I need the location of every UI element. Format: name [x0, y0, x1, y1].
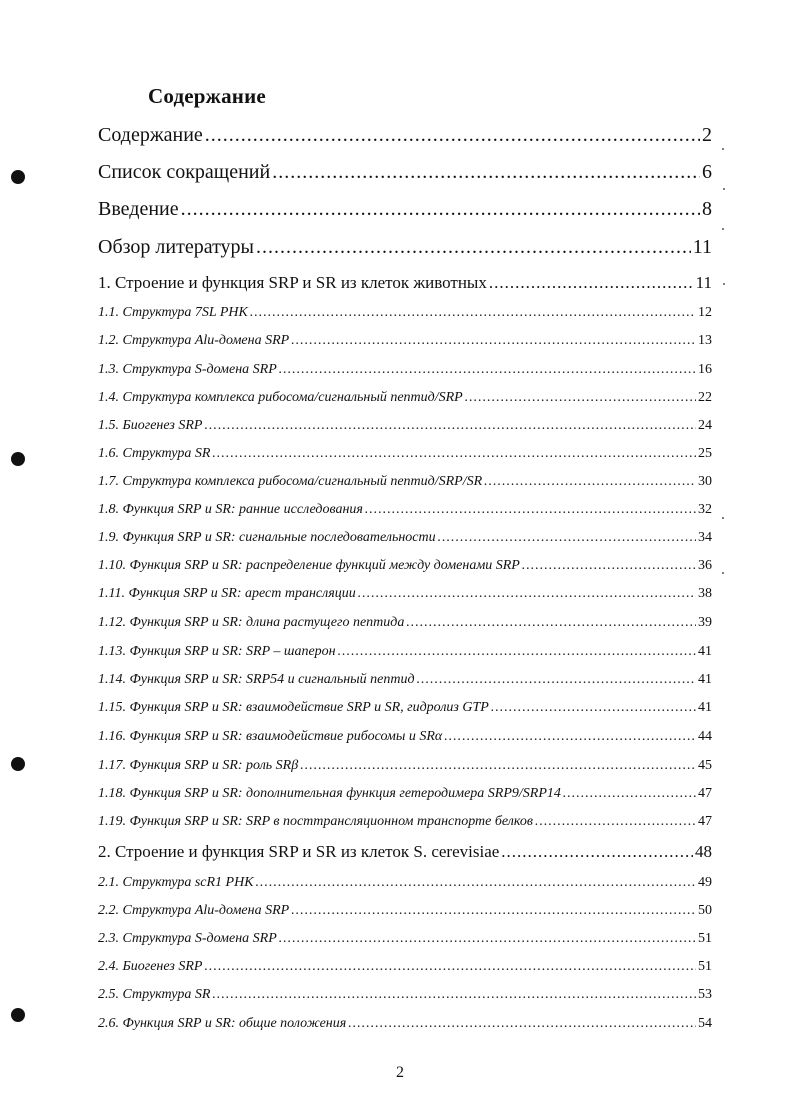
- punch-hole-icon: [11, 452, 25, 466]
- leader-dots: [212, 987, 696, 1003]
- toc-entry-page: 41: [698, 672, 712, 687]
- scan-speck: [722, 148, 724, 150]
- toc-entry-page: 13: [698, 333, 712, 348]
- toc-entry-label: 2.6. Функция SRP и SR: общие положения: [98, 1016, 347, 1031]
- toc-entry-label: 1.18. Функция SRP и SR: дополнительная функция гетеродимера SRP9/SRP14: [98, 786, 561, 801]
- toc-entry[interactable]: [98, 729, 712, 745]
- toc-entry-label: 1.17. Функция SRP и SR: роль SRβ: [98, 758, 299, 773]
- leader-dots: [212, 446, 696, 462]
- toc-entry-label: 1.5. Биогенез SRP: [98, 418, 203, 433]
- scan-speck: [722, 572, 724, 574]
- toc-entry-page: 38: [698, 586, 712, 601]
- toc-entry[interactable]: [98, 903, 712, 919]
- toc-entry-label: 1.6. Структура SR: [98, 446, 211, 461]
- toc-entry-label: 1.3. Структура S-домена SRP: [98, 362, 277, 377]
- toc-entry[interactable]: [98, 558, 712, 574]
- toc-entry[interactable]: [98, 362, 712, 378]
- toc-entry-label: 1.13. Функция SRP и SR: SRP – шаперон: [98, 644, 336, 659]
- toc-entry-label: 1.10. Функция SRP и SR: распределение функций между доменами SRP: [98, 558, 520, 573]
- toc-entry-page: 44: [698, 729, 712, 744]
- toc-entry-label: 1.16. Функция SRP и SR: взаимодействие рибосомы и SRα: [98, 729, 443, 744]
- toc-entry-page: 39: [698, 615, 712, 630]
- toc-entry-label: 2.2. Структура Alu-домена SRP: [98, 903, 290, 918]
- toc-entry-page: 49: [698, 875, 712, 890]
- toc-entry-page: 16: [698, 362, 712, 377]
- leader-dots: [358, 586, 696, 602]
- toc-entry-label: 1.1. Структура 7SL РНК: [98, 305, 248, 320]
- toc-entry-page: 24: [698, 418, 712, 433]
- toc-entry-page: 54: [698, 1016, 712, 1031]
- leader-dots: [291, 903, 696, 919]
- leader-dots: [348, 1016, 696, 1032]
- toc-entry[interactable]: [98, 1016, 712, 1032]
- toc-entry[interactable]: [98, 390, 712, 406]
- toc-entry[interactable]: [98, 644, 712, 660]
- toc-entry-page: 51: [698, 931, 712, 946]
- leader-dots: [181, 198, 700, 221]
- leader-dots: [279, 931, 696, 947]
- toc-entry[interactable]: [98, 446, 712, 462]
- page-number: 2: [396, 1064, 404, 1081]
- leader-dots: [465, 390, 696, 406]
- leader-dots: [250, 305, 696, 321]
- toc-entry[interactable]: [98, 875, 712, 891]
- toc-entry-page: 34: [698, 530, 712, 545]
- leader-dots: [204, 418, 696, 434]
- toc-entry-label: 1.15. Функция SRP и SR: взаимодействие SRP и SR, гидролиз GTP: [98, 700, 489, 715]
- toc-entry[interactable]: [98, 987, 712, 1003]
- toc-entry-page: 41: [698, 700, 712, 715]
- toc-entry-label: Содержание: [98, 124, 203, 146]
- leader-dots: [484, 474, 696, 490]
- toc-entry-page: 30: [698, 474, 712, 489]
- toc-entry[interactable]: [98, 758, 712, 774]
- toc-entry[interactable]: [98, 273, 712, 293]
- leader-dots: [438, 530, 696, 546]
- toc-entry-page: 47: [698, 814, 712, 829]
- scan-speck: [723, 188, 725, 190]
- toc-entry[interactable]: [98, 931, 712, 947]
- leader-dots: [444, 729, 696, 745]
- toc-entry-label: 1.2. Структура Alu-домена SRP: [98, 333, 290, 348]
- scan-speck: [723, 283, 725, 285]
- toc-entry-page: 11: [695, 273, 712, 292]
- toc-entry-page: 32: [698, 502, 712, 517]
- toc-entry-page: 2: [702, 124, 712, 146]
- toc-entry-label: 1.12. Функция SRP и SR: длина растущего пептида: [98, 615, 405, 630]
- leader-dots: [535, 814, 696, 830]
- toc-entry-label: Обзор литературы: [98, 236, 254, 258]
- toc-entry-label: 1.4. Структура комплекса рибосома/сигнальный пептид/SRP: [98, 390, 463, 405]
- toc-entry-label: 1.7. Структура комплекса рибосома/сигнальный пептид/SRP/SR: [98, 474, 483, 489]
- toc-entry-page: 6: [702, 161, 712, 183]
- punch-hole-icon: [11, 170, 25, 184]
- toc-entry[interactable]: [98, 333, 712, 349]
- leader-dots: [291, 333, 696, 349]
- leader-dots: [279, 362, 696, 378]
- toc-entry[interactable]: [98, 586, 712, 602]
- toc-entry-label: 2.3. Структура S-домена SRP: [98, 931, 277, 946]
- leader-dots: [256, 236, 691, 259]
- toc-entry[interactable]: [98, 672, 712, 688]
- leader-dots: [501, 842, 693, 862]
- leader-dots: [205, 124, 700, 147]
- toc-entry-label: 2.5. Структура SR: [98, 987, 211, 1002]
- toc-entry[interactable]: [98, 198, 712, 221]
- toc-entry[interactable]: [98, 124, 712, 147]
- toc-entry[interactable]: [98, 959, 712, 975]
- toc-entry-label: 1.14. Функция SRP и SR: SRP54 и сигнальный пептид: [98, 672, 415, 687]
- toc-entry-page: 47: [698, 786, 712, 801]
- toc-entry-page: 8: [702, 198, 712, 220]
- leader-dots: [491, 700, 696, 716]
- toc-entry-page: 36: [698, 558, 712, 573]
- toc-entry-label: 1. Строение и функция SRP и SR из клеток животных: [98, 273, 487, 292]
- toc-entry-label: 1.8. Функция SRP и SR: ранние исследования: [98, 502, 363, 517]
- toc-entry[interactable]: [98, 474, 712, 490]
- toc-entry[interactable]: [98, 305, 712, 321]
- toc-entry[interactable]: [98, 530, 712, 546]
- leader-dots: [489, 273, 694, 293]
- leader-dots: [406, 615, 696, 631]
- toc-entry-page: 50: [698, 903, 712, 918]
- toc-entry[interactable]: [98, 615, 712, 631]
- toc-entry-label: 1.11. Функция SRP и SR: арест трансляции: [98, 586, 356, 601]
- toc-entry[interactable]: [98, 814, 712, 830]
- toc-entry-label: Список сокращений: [98, 161, 271, 183]
- toc-entry-label: 2.1. Структура scR1 РНК: [98, 875, 254, 890]
- toc-entry-page: 25: [698, 446, 712, 461]
- toc-entry[interactable]: [98, 700, 712, 716]
- toc-entry[interactable]: [98, 842, 712, 862]
- toc-entry-page: 12: [698, 305, 712, 320]
- leader-dots: [417, 672, 696, 688]
- leader-dots: [204, 959, 696, 975]
- leader-dots: [365, 502, 696, 518]
- toc-entry-label: Введение: [98, 198, 179, 220]
- leader-dots: [272, 161, 700, 184]
- toc-entry-page: 51: [698, 959, 712, 974]
- leader-dots: [256, 875, 696, 891]
- toc-entry-page: 41: [698, 644, 712, 659]
- scan-speck: [722, 228, 724, 230]
- leader-dots: [338, 644, 696, 660]
- scan-speck: [722, 517, 724, 519]
- toc-entry[interactable]: [98, 502, 712, 518]
- toc-entry-page: 53: [698, 987, 712, 1002]
- toc-entry[interactable]: [98, 786, 712, 802]
- leader-dots: [563, 786, 696, 802]
- toc-entry[interactable]: [98, 161, 712, 184]
- toc-entry-page: 22: [698, 390, 712, 405]
- toc-entry-page: 48: [695, 842, 712, 861]
- toc-entry-page: 11: [692, 236, 712, 258]
- punch-hole-icon: [11, 757, 25, 771]
- page-heading: Содержание: [148, 84, 266, 108]
- toc-entry-page: 45: [698, 758, 712, 773]
- toc-entry[interactable]: [98, 236, 712, 259]
- toc-entry-label: 2. Строение и функция SRP и SR из клеток S. cerevisiae: [98, 842, 500, 861]
- toc-entry-label: 1.19. Функция SRP и SR: SRP в посттрансляционном транспорте белков: [98, 814, 533, 829]
- toc-entry-label: 1.9. Функция SRP и SR: сигнальные последовательности: [98, 530, 436, 545]
- toc-entry-label: 2.4. Биогенез SRP: [98, 959, 203, 974]
- toc-entry[interactable]: [98, 418, 712, 434]
- leader-dots: [300, 758, 696, 774]
- leader-dots: [522, 558, 696, 574]
- punch-hole-icon: [11, 1008, 25, 1022]
